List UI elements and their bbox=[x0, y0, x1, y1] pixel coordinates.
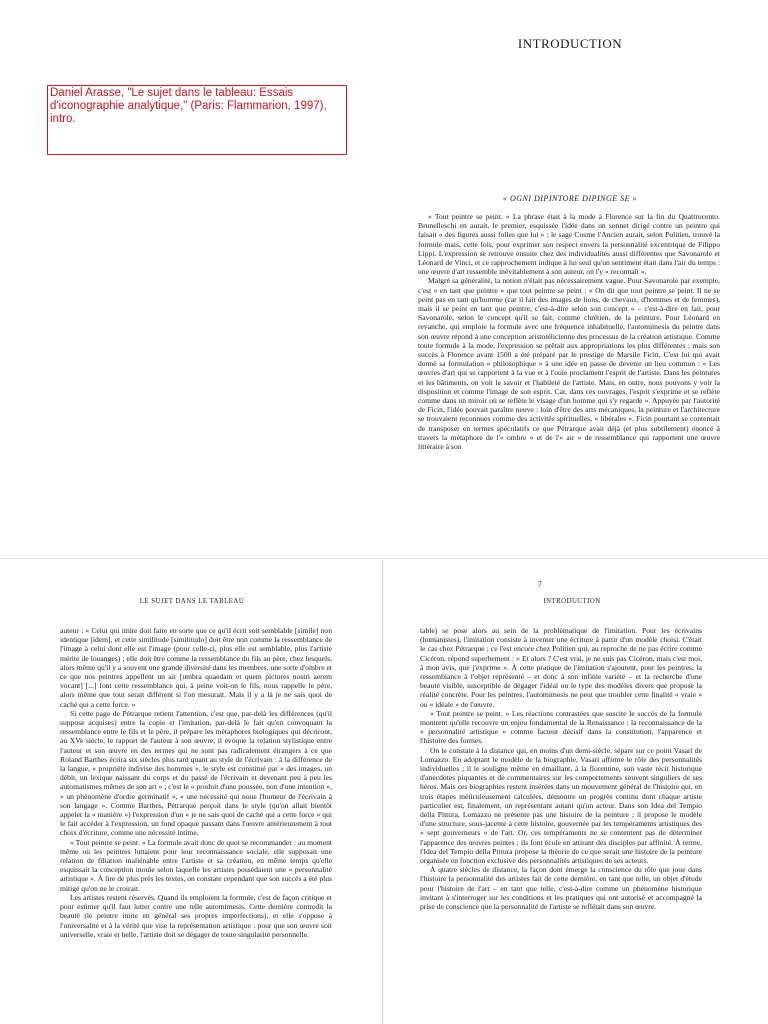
upper-page-body-text bbox=[418, 212, 720, 554]
body-paragraph: Malgré sa généralité, la notion n'était pas nécessairement vague. Pour Savonarole par exemple, c'est « en tant que peintre » que tout peintre se peint : « On dit que tout peintre se peint. Il ne se peint pas en tant qu'homme (car il fait des images de lions, de chevaux, d'hommes et de femmes), mais il se peint en tant que peintre, c'est-à-dire selon son concept » – c'est-à-dire en fait, pour Savonarole, selon le concept qu'il se fait, comme chrétien, de la peinture. Pour Léonard en revanche, qui emploie la formule avec une fréquence inhabituelle, l'automimesis du peintre dans son œuvre répond à une conception aristotélicienne des processus de la création artistique. Comme toute formule à la mode, l'expression se prêtait aux appropriations les plus différentes ; mais son succès à Florence avant 1500 a été préparé par le prestige de Marsile Ficin. C'est lui qui avait donné sa formulation « philosophique » à une idée en passe de devenir un lieu commun : « Les œuvres d'art qui se rapportent à la vue et à l'ouïe proclament l'esprit de l'artiste. Dans les peintures et les bâtiments, on voit le savoir et l'habileté de l'artiste. Mais, en outre, nous pouvons y voir la disposition et comme l'image de son esprit. Car, dans ces ouvrages, l'esprit s'exprime et se reflète comme dans un miroir où se reflète le visage d'un homme qui s'y regarde ». Appuyée par l'autorité de Ficin, l'idée pouvait paraître neuve : loin d'être des arts mécaniques, la peinture et l'architecture se trouvaient reconnues comme des activités spirituelles, « libérales ». Ficin pourtant se contentait de transposer en termes spéculatifs ce que Pétrarque avait déjà (et plus subtilement) énoncé à travers la métaphore de l'« ombre » et de l'« air » de ressemblance qui rapportent une œuvre littéraire à son bbox=[418, 276, 720, 452]
body-paragraph: auteur : « Celui qui imite doit faire en sorte que ce qu'il écrit soit semblable [simile] non identique [idem], et cette similitude [similitudo] doit être non comme la ressemblance de l'image à celui dont elle est l'image (pour celle-ci, plus elle est semblable, plus l'artiste mérite de louanges) ; elle doit être comme la ressemblance du fils au père, chez lesquels, alors même qu'il y a souvent une grande diversité dans les membres, une sorte d'ombre et ce que nos peintres appellent un air [umbra quaedam et quem pictores nostri aerem vocant] [...] font cette ressemblance qui, à peine voit-on le fils, nous rappelle le père, alors même que tout serait différent si l'on mesurait. Mais il y a là je ne sais quoi de caché qui a cette force. » bbox=[60, 626, 332, 709]
lower-left-body-text bbox=[60, 626, 332, 1022]
running-head-left: LE SUJET DANS LE TABLEAU bbox=[139, 598, 245, 605]
lower-right-body-text bbox=[420, 626, 702, 1022]
body-paragraph: Si cette page de Pétrarque retient l'attention, c'est que, par-delà les différences (qu'il suppose acquises) entre la copie et l'imitation, par-delà le fait qu'en convoquant la ressemblance entre le fils et le père, il prépare les métaphores biologiques qui décriront, au XVe siècle, le rapport de l'auteur à son œuvre, il évoque la relation stylistique entre l'auteur et son œuvre en des termes qui ne sont pas radicalement étrangers à ce que Roland Barthes écrira six siècles plus tard quant au style de l'écrivain : à la différence de la langue, « propriété indivise des hommes », le style est constitué par « des images, un débit, un lexique naissant du corps et du passé de l'écrivain et devenant peu à peu les automatismes mêmes de son art » ; c'est le « produit d'une poussée, non d'une intention », « un phénomène d'ordre germinatif », « une nécessité qui noue l'humeur de l'écrivain à son langage ». Comme Barthes, Pétrarque perçoit dans le style (qu'on allait bientôt appeler la « manière ») l'expression d'un « je ne sais quoi de caché qui a cette force » qui le fait accéder à l'expression, un fond opaque passant dans l'œuvre antérieurement à tout choix d'écriture, comme une nécessité intime. bbox=[60, 708, 332, 838]
section-heading: « OGNI DIPINTORE DIPINGE SE » bbox=[502, 194, 638, 203]
page-separator-vertical bbox=[382, 560, 383, 1024]
body-paragraph: « Tout peintre se peint. » La formule avait donc de quoi se recommander : au moment même où les peintres luttaient pour leur reconnaissance sociale, elle supposait une relation de filiation inaliénable entre l'artiste et sa création, en même temps qu'elle esquissait la conception inouïe selon laquelle les artistes possédaient une « personnalité artistique ». À lire de plus près les textes, on constate cependant que son succès a été plus mitigé qu'on ne le croirait. bbox=[60, 837, 332, 893]
body-paragraph: À quatre siècles de distance, la façon dont émerge la conscience du rôle que joue dans l'histoire la personnalité des artistes fait de cette dernière, en tant que telle, un objet d'étude pour l'histoire de l'art – en tant que telle, c'est-à-dire comme un phénomène historique invitant à s'interroger sur les conditions et les pratiques qui ont autorisé et accompagné la prise de conscience que la personnalité de l'artiste se reflétait dans son œuvre. bbox=[420, 865, 702, 912]
body-paragraph: table) se pose alors au sein de la problématique de l'imitation. Pour les écrivains (humanistes), l'imitation consiste à inventer une écriture à partir d'un modèle choisi. C'était le cas chez Pétrarque ; ce l'est encore chez Politien qui, au reproche de ne pas écrire comme Cicéron, répond superbement : « Et alors ? C'est vrai, je ne suis pas Cicéron, mais c'est moi, à mon avis, que j'exprime ». À cette pratique de l'imitation s'ajoutent, pour les peintres, la ressemblance à l'objet représenté – et donc à son infinie variété – et la recherche d'une beauté visible, susceptible de dégager l'idéal ou le type des modèles divers que propose la réalité concrète. Pour les peintres, l'automimesis ne peut que troubler cette finalité « vraie » ou « idéale » de l'œuvre. bbox=[420, 626, 702, 709]
page-title: INTRODUCTION bbox=[517, 36, 623, 51]
citation-annotation-box: Daniel Arasse, "Le sujet dans le tableau: Essais d'iconographie analytique," (Paris: Flammarion, 1997), intro. bbox=[47, 85, 347, 155]
body-paragraph: On le constate à la distance qui, en moins d'un demi-siècle, sépare sur ce point Vasari de Lomazzo. En adoptant le modèle de la biographie, Vasari affirme le rôle des personnalités individuelles ; il le souligne même en émaillant, à la florentine, son vaste récit historique d'anecdotes piquantes et de commentaires sur les comportements souvent singuliers de ses héros. Mais ces biographies restent insérées dans un mouvement général de l'histoire qui, en trois étapes méticuleusement calculées, démontre un progrès continu dont chaque artiste particulier est, finalement, un représentant autant qu'un acteur. Dans son Idea del Tempio della Pittura, Lomazzo ne présente pas une histoire de la peinture ; il propose le modèle d'une structure, sous-jacente à cette histoire, gouvernée par les tempéraments artistiques des « sept gouverneurs » de l'art. Or, ces tempéraments ne se contentent pas de déterminer l'apparence des œuvres peintes ; ils font école en attirant des disciples par affinité. À terme, l'Idea del Tempio della Pittura propose la théorie de ce que serait une histoire de la peinture organisée en fonction exclusive des personnalités artistiques de ses acteurs. bbox=[420, 745, 702, 866]
body-paragraph: « Tout peintre se peint. » Les réactions contrastées que suscite le succès de la formule montrent qu'elle recouvre un enjeu fondamental de la Renaissance : la reconnaissance de la « personnalité artistique » comme facteur décisif dans la constitution, l'apparence et l'histoire des formes. bbox=[420, 708, 702, 746]
running-head-right: INTRODUCTION bbox=[543, 598, 601, 605]
body-paragraph: « Tout peintre se peint. » La phrase était à la mode à Florence sur la fin du Quattrocento. Brunelleschi en aurait, le premier, esquissée l'idée dans un sonnet dirigé contre un peintre qui faisait « des figures aussi folles que lui » ; le sage Cosme l'Ancien aurait, selon Politien, trouvé la formule mais, cette fois, pour exprimer son respect envers la personnalité excentrique de Filippo Lippi. L'expression se retrouve ensuite chez des individualités aussi différentes que Savonarole et Léonard de Vinci, et ce rapprochement indique à lui seul qu'un sentiment était dans l'air du temps : une œuvre d'art ressemble inévitablement à son auteur, on l'y « reconnaît ». bbox=[418, 212, 720, 277]
page-number: 7 bbox=[537, 580, 543, 589]
page-separator-horizontal bbox=[0, 558, 768, 559]
body-paragraph: Les artistes restent réservés. Quand ils emploient la formule, c'est de façon critique et pour estimer qu'il faut lutter contre une telle automimesis. Cette dernière contredit la beauté (le peintre imite en général ses propres imperfections), et elle s'oppose à l'universalité et à la vérité que vise la représentation artistique : pour que son œuvre soit universelle, vraie et belle, l'artiste doit se dégager de toute singularité personnelle. bbox=[60, 892, 332, 939]
